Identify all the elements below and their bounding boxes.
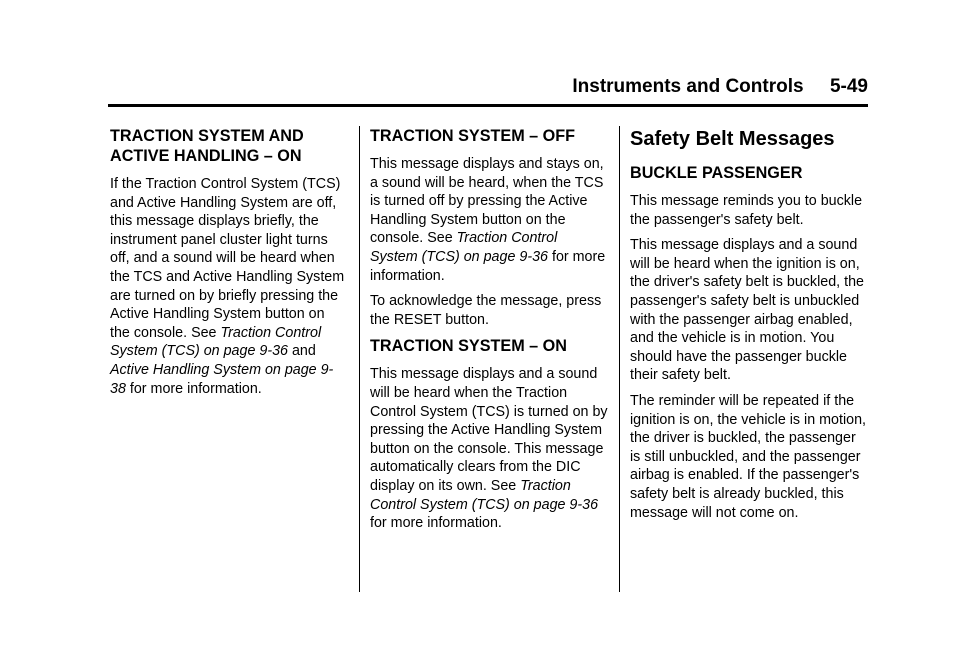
- section-heading-safety-belt-messages: Safety Belt Messages: [630, 128, 835, 150]
- column-divider-left: [359, 126, 360, 592]
- paragraph-tcs-turned-on: [370, 365, 608, 532]
- cross-reference-tcs[interactable]: Traction Control System (TCS) on page 9-36: [370, 477, 599, 513]
- cross-reference-tcs[interactable]: Traction Control System (TCS) on page 9-36: [370, 230, 558, 265]
- column-left: [110, 126, 348, 405]
- column-right: [630, 126, 868, 529]
- heading-line-2: ACTIVE HANDLING – ON: [110, 147, 302, 165]
- section-title: Instruments and Controls: [572, 76, 804, 97]
- cross-reference-active-handling[interactable]: Active Handling System on page 9-38: [110, 361, 334, 397]
- paragraph-text-end: for more information.: [125, 380, 262, 397]
- heading-traction-active-handling-on: [110, 126, 348, 166]
- paragraph-text: This message displays and stays on, a sound will be heard, when the TCS is turned off by pressing the Active Handling System button on the console. See: [370, 156, 604, 247]
- heading-line-1: TRACTION SYSTEM AND: [110, 127, 304, 145]
- paragraph-tcs-off: [370, 155, 608, 285]
- column-middle: [370, 126, 608, 540]
- heading-traction-system-off: TRACTION SYSTEM – OFF: [370, 127, 576, 145]
- cross-reference-tcs[interactable]: Traction Control System (TCS) on page 9-36: [110, 324, 322, 360]
- page-number: 5-49: [829, 76, 868, 97]
- paragraph-repeat-conditions: The reminder will be repeated if the ignition is on, the vehicle is in motion, the driver is buckled, the passenger is still unbuckled, and the passenger airbag is enabled. If the passenger's safety belt is already buckled, this message will not come on.: [630, 392, 867, 521]
- paragraph-acknowledge: To acknowledge the message, press the RESET button.: [370, 293, 602, 328]
- paragraph-text: If the Traction Control System (TCS) and Active Handling System are off, this message displays briefly, the instrument panel cluster light turns off, and a sound will be heard when the TCS and Active Handling System are turned on by briefly pressing the Active Handling System button on the console. See: [110, 176, 345, 341]
- paragraph-text-end: for more information.: [370, 248, 606, 284]
- paragraph-reminder: This message reminds you to buckle the passenger's safety belt.: [630, 193, 863, 228]
- header-rule: [108, 104, 868, 107]
- heading-buckle-passenger: BUCKLE PASSENGER: [630, 164, 803, 182]
- page-header-title: [572, 76, 868, 98]
- paragraph-text-end: for more information.: [370, 515, 502, 532]
- paragraph-text: This message displays and a sound will be heard when the Traction Control System (TCS) is turned on by pressing the Active Handling System button on the console. This message automatically clears from the DIC display on its own. See: [370, 366, 608, 494]
- heading-traction-system-on: TRACTION SYSTEM – ON: [370, 337, 567, 356]
- paragraph-text-connector: and: [288, 343, 316, 360]
- page-header: [108, 74, 868, 102]
- column-divider-right: [619, 126, 620, 592]
- paragraph-tcs-on: [110, 175, 348, 398]
- paragraph-display-conditions: This message displays and a sound will be heard when the ignition is on, the driver's safety belt is buckled, the passenger's safety belt is unbuckled with the passenger airbag enabled, and the vehicle is in motion. You should have the passenger buckle their safety belt.: [630, 237, 864, 384]
